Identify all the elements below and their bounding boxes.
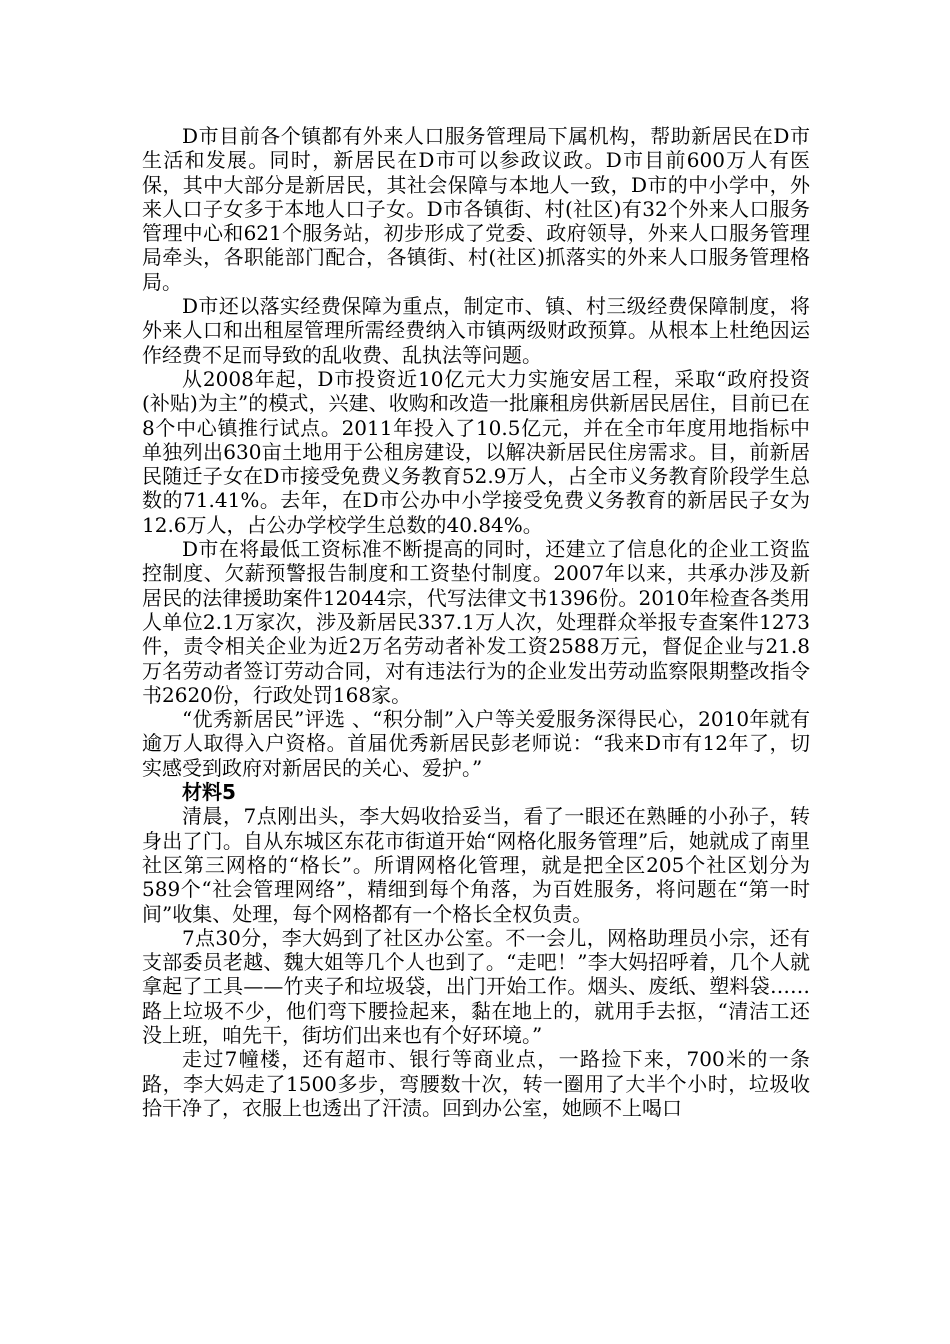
paragraph-funding: D市还以落实经费保障为重点，制定市、镇、村三级经费保障制度，将外来人口和出租屋管理所需经费纳入市镇两级财政预算。从根本上杜绝因运作经费不足而导致的乱收费、乱执法等问题。 (142, 294, 810, 367)
paragraph-wages: D市在将最低工资标准不断提高的同时，还建立了信息化的企业工资监控制度、欠薪预警报告制度和工资垫付制度。2007年以来，共承办涉及新居民的法律援助案件12044宗，代写法律文书1396份。2010年检查各类用人单位2.1万家次，涉及新居民337.1万人次，处理群众举报专查案件1273件，责令相关企业为近2万名劳动者补发工资2588万元，督促企业与21.8万名劳动者签订劳动合同，对有违法行为的企业发出劳动监察限期整改指令书2620份，行政处罚168家。 (142, 537, 810, 707)
paragraph-office: 7点30分，李大妈到了社区办公室。不一会儿，网格助理员小宗，还有支部委员老越、魏大姐等几个人也到了。“走吧！”李大妈招呼着，几个人就拿起了工具——竹夹子和垃圾袋，出门开始工作。烟头、废纸、塑料袋……路上垃圾不少，他们弯下腰捡起来，黏在地上的，就用手去抠，“清洁工还没上班，咱先干，街坊们出来也有个好环境。” (142, 925, 810, 1047)
document-page (142, 124, 810, 1120)
section-heading: 材料5 (182, 780, 236, 805)
paragraph-morning: 清晨，7点刚出头，李大妈收拾妥当，看了一眼还在熟睡的小孙子，转身出了门。自从东城区东花市街道开始“网格化服务管理”后，她就成了南里社区第三网格的“格长”。所谓网格化管理，就是把全区205个社区划分为589个“社会管理网络”，精细到每个角落，为百姓服务，将问题在“第一时间”收集、处理，每个网格都有一个格长全权负责。 (142, 804, 810, 926)
paragraph-outstanding-residents: “优秀新居民”评选 、“积分制”入户等关爱服务深得民心，2010年就有逾万人取得入户资格。首届优秀新居民彭老师说：“我来D市有12年了，切实感受到政府对新居民的关心、爱护。” (142, 707, 810, 780)
paragraph-walk: 走过7幢楼，还有超市、银行等商业点，一路捡下来，700米的一条路，李大妈走了1500多步，弯腰数十次，转一圈用了大半个小时，垃圾收拾干净了，衣服上也透出了汗渍。回到办公室，她顾不上喝口 (142, 1047, 810, 1120)
paragraph-grid-management: D市目前各个镇都有外来人口服务管理局下属机构，帮助新居民在D市生活和发展。同时，新居民在D市可以参政议政。D市目前600万人有医保，其中大部分是新居民，其社会保障与本地人一致，D市的中小学中，外来人口子女多于本地人口子女。D市各镇街、村(社区)有32个外来人口服务管理中心和621个服务站，初步形成了党委、政府领导，外来人口服务管理局牵头，各职能部门配合，各镇街、村(社区)抓落实的外来人口服务管理格局。 (142, 124, 810, 294)
paragraph-housing: 从2008年起，D市投资近10亿元大力实施安居工程，采取“政府投资(补贴)为主”的模式，兴建、收购和改造一批廉租房供新居民居住，目前已在8个中心镇推行试点。2011年投入了10.5亿元，并在全市年度用地指标中单独列出630亩土地用于公租房建设，以解决新居民住房需求。目，前新居民随迁子女在D市接受免费义务教育52.9万人，占全市义务教育阶段学生总数的71.41%。去年，在D市公办中小学接受免费义务教育的新居民子女为12.6万人，占公办学校学生总数的40.84%。 (142, 366, 810, 537)
